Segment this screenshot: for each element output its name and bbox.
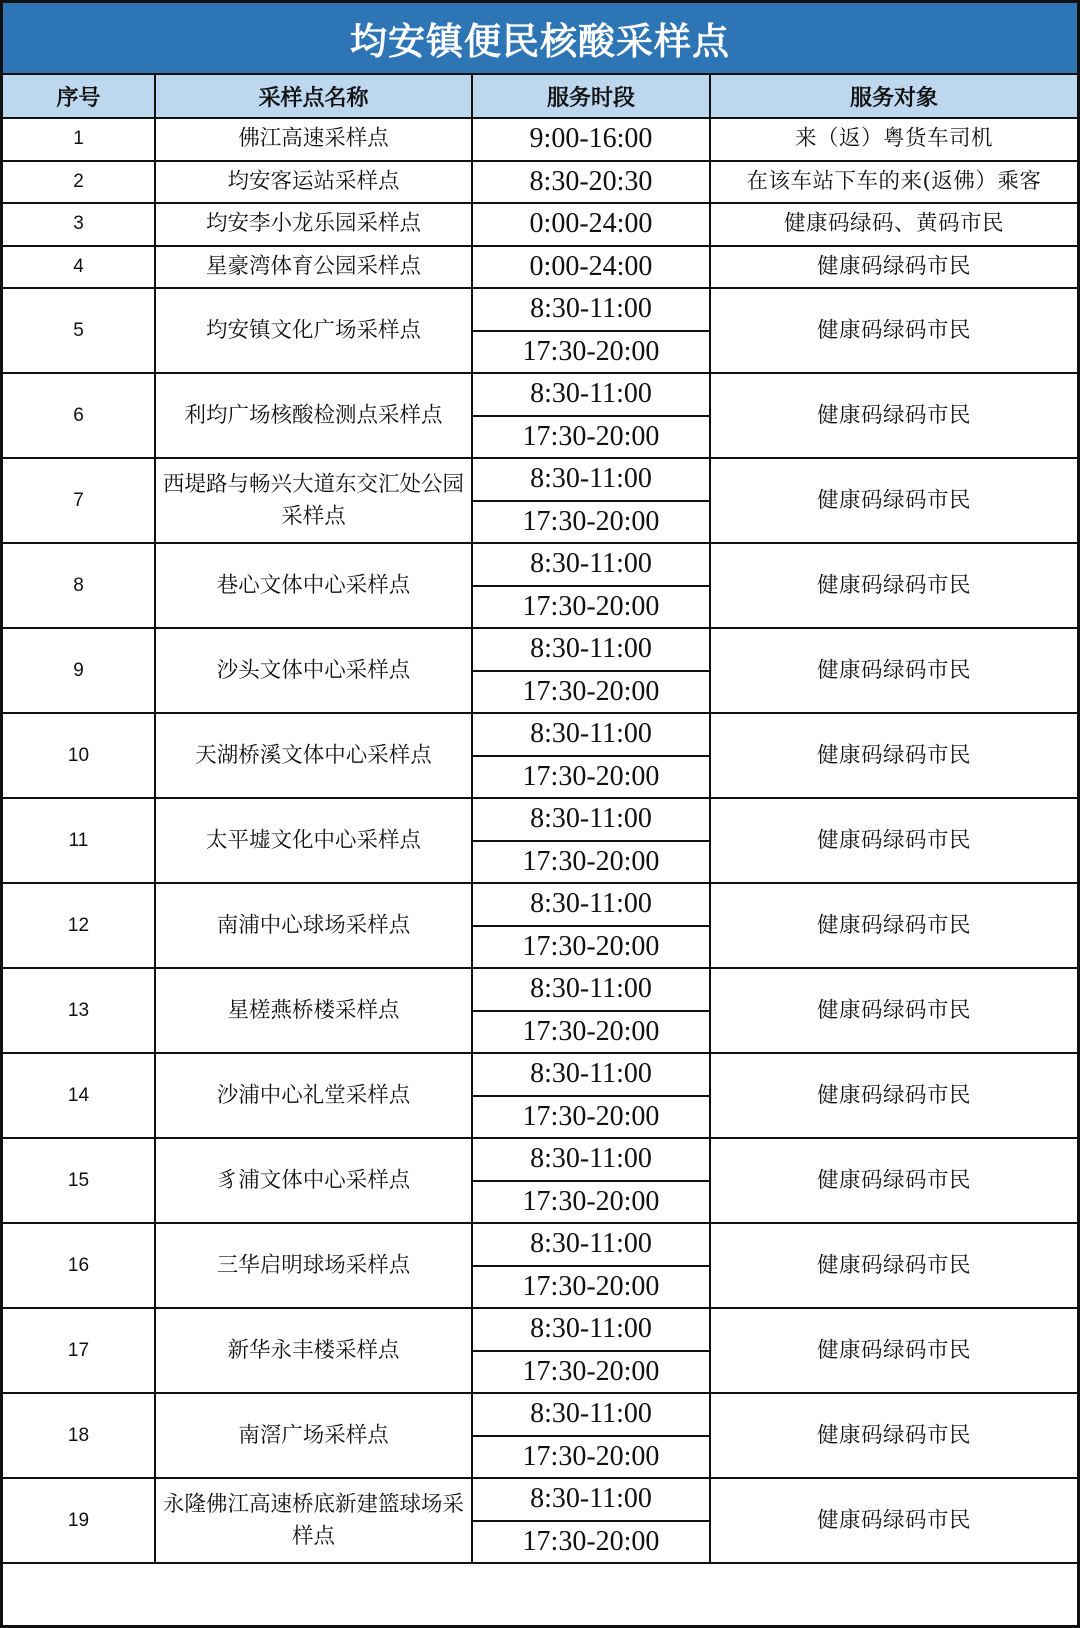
- service-hours: 8:30-11:00: [472, 1138, 710, 1181]
- row-index: 8: [3, 543, 155, 628]
- service-target: 健康码绿码、黄码市民: [710, 203, 1077, 246]
- table-row: [3, 1478, 1077, 1521]
- service-hours: 8:30-11:00: [472, 1223, 710, 1266]
- row-index: 16: [3, 1223, 155, 1308]
- site-name: 均安镇文化广场采样点: [155, 288, 472, 373]
- service-hours: 8:30-11:00: [472, 543, 710, 586]
- service-hours: 17:30-20:00: [472, 841, 710, 884]
- service-target: 来（返）粤货车司机: [710, 118, 1077, 161]
- table-row: [3, 883, 1077, 926]
- site-name: 均安客运站采样点: [155, 161, 472, 204]
- service-target: 健康码绿码市民: [710, 543, 1077, 628]
- service-target: 健康码绿码市民: [710, 628, 1077, 713]
- table-row: [3, 968, 1077, 1011]
- site-name: 沙浦中心礼堂采样点: [155, 1053, 472, 1138]
- service-target: 健康码绿码市民: [710, 1478, 1077, 1563]
- table-row: [3, 713, 1077, 756]
- row-index: 3: [3, 203, 155, 246]
- header-name: 采样点名称: [155, 75, 472, 118]
- row-index: 13: [3, 968, 155, 1053]
- row-index: 9: [3, 628, 155, 713]
- service-hours: 17:30-20:00: [472, 1521, 710, 1564]
- table-row: [3, 1223, 1077, 1266]
- service-hours: 8:30-11:00: [472, 373, 710, 416]
- sampling-sites-table: [3, 75, 1077, 1564]
- service-hours: 17:30-20:00: [472, 331, 710, 374]
- service-hours: 0:00-24:00: [472, 246, 710, 289]
- site-name: 星豪湾体育公园采样点: [155, 246, 472, 289]
- row-index: 1: [3, 118, 155, 161]
- table-header-row: [3, 75, 1077, 118]
- service-hours: 17:30-20:00: [472, 416, 710, 459]
- site-name: 天湖桥溪文体中心采样点: [155, 713, 472, 798]
- row-index: 14: [3, 1053, 155, 1138]
- row-index: 19: [3, 1478, 155, 1563]
- service-target: 健康码绿码市民: [710, 798, 1077, 883]
- service-hours: 17:30-20:00: [472, 586, 710, 629]
- service-hours: 9:00-16:00: [472, 118, 710, 161]
- site-name: 均安李小龙乐园采样点: [155, 203, 472, 246]
- service-hours: 8:30-11:00: [472, 713, 710, 756]
- service-hours: 17:30-20:00: [472, 1351, 710, 1394]
- service-hours: 17:30-20:00: [472, 1436, 710, 1479]
- site-name: 巷心文体中心采样点: [155, 543, 472, 628]
- service-hours: 17:30-20:00: [472, 1181, 710, 1224]
- table-row: [3, 288, 1077, 331]
- table-row: [3, 1053, 1077, 1096]
- service-hours: 8:30-11:00: [472, 968, 710, 1011]
- service-hours: 8:30-20:30: [472, 161, 710, 204]
- service-target: 健康码绿码市民: [710, 1308, 1077, 1393]
- service-target: 健康码绿码市民: [710, 968, 1077, 1053]
- service-hours: 8:30-11:00: [472, 883, 710, 926]
- service-target: 健康码绿码市民: [710, 713, 1077, 798]
- service-hours: 17:30-20:00: [472, 756, 710, 799]
- table-row: [3, 118, 1077, 161]
- row-index: 17: [3, 1308, 155, 1393]
- table-row: [3, 628, 1077, 671]
- site-name: 西堤路与畅兴大道东交汇处公园采样点: [155, 458, 472, 543]
- table-row: [3, 203, 1077, 246]
- site-name: 永隆佛江高速桥底新建篮球场采样点: [155, 1478, 472, 1563]
- service-target: 健康码绿码市民: [710, 246, 1077, 289]
- service-hours: 8:30-11:00: [472, 628, 710, 671]
- table-row: [3, 458, 1077, 501]
- site-name: 星槎燕桥楼采样点: [155, 968, 472, 1053]
- table-row: [3, 1393, 1077, 1436]
- row-index: 6: [3, 373, 155, 458]
- service-hours: 17:30-20:00: [472, 1096, 710, 1139]
- row-index: 11: [3, 798, 155, 883]
- page-title: 均安镇便民核酸采样点: [3, 3, 1077, 75]
- row-index: 7: [3, 458, 155, 543]
- service-hours: 8:30-11:00: [472, 1393, 710, 1436]
- header-index: 序号: [3, 75, 155, 118]
- site-name: 佛江高速采样点: [155, 118, 472, 161]
- service-target: 健康码绿码市民: [710, 1223, 1077, 1308]
- service-hours: 17:30-20:00: [472, 1266, 710, 1309]
- site-name: 沙头文体中心采样点: [155, 628, 472, 713]
- service-hours: 8:30-11:00: [472, 458, 710, 501]
- header-hours: 服务时段: [472, 75, 710, 118]
- row-index: 2: [3, 161, 155, 204]
- table-row: [3, 1308, 1077, 1351]
- site-name: 利均广场核酸检测点采样点: [155, 373, 472, 458]
- site-name: 豸浦文体中心采样点: [155, 1138, 472, 1223]
- service-target: 在该车站下车的来(返佛）乘客: [710, 161, 1077, 204]
- site-name: 三华启明球场采样点: [155, 1223, 472, 1308]
- row-index: 12: [3, 883, 155, 968]
- table-row: [3, 246, 1077, 289]
- service-target: 健康码绿码市民: [710, 883, 1077, 968]
- service-target: 健康码绿码市民: [710, 373, 1077, 458]
- site-name: 南浦中心球场采样点: [155, 883, 472, 968]
- service-hours: 8:30-11:00: [472, 1053, 710, 1096]
- table-row: [3, 798, 1077, 841]
- header-target: 服务对象: [710, 75, 1077, 118]
- table-row: [3, 543, 1077, 586]
- service-target: 健康码绿码市民: [710, 288, 1077, 373]
- site-name: 新华永丰楼采样点: [155, 1308, 472, 1393]
- table-row: [3, 161, 1077, 204]
- row-index: 18: [3, 1393, 155, 1478]
- table-row: [3, 1138, 1077, 1181]
- service-hours: 17:30-20:00: [472, 671, 710, 714]
- service-hours: 8:30-11:00: [472, 288, 710, 331]
- service-hours: 0:00-24:00: [472, 203, 710, 246]
- site-name: 太平墟文化中心采样点: [155, 798, 472, 883]
- row-index: 5: [3, 288, 155, 373]
- service-target: 健康码绿码市民: [710, 1393, 1077, 1478]
- service-hours: 8:30-11:00: [472, 1478, 710, 1521]
- table-row: [3, 373, 1077, 416]
- table-body: [3, 118, 1077, 1563]
- service-hours: 8:30-11:00: [472, 798, 710, 841]
- service-hours: 8:30-11:00: [472, 1308, 710, 1351]
- site-name: 南滘广场采样点: [155, 1393, 472, 1478]
- service-hours: 17:30-20:00: [472, 501, 710, 544]
- service-target: 健康码绿码市民: [710, 458, 1077, 543]
- service-target: 健康码绿码市民: [710, 1053, 1077, 1138]
- row-index: 4: [3, 246, 155, 289]
- service-target: 健康码绿码市民: [710, 1138, 1077, 1223]
- service-hours: 17:30-20:00: [472, 926, 710, 969]
- row-index: 15: [3, 1138, 155, 1223]
- row-index: 10: [3, 713, 155, 798]
- service-hours: 17:30-20:00: [472, 1011, 710, 1054]
